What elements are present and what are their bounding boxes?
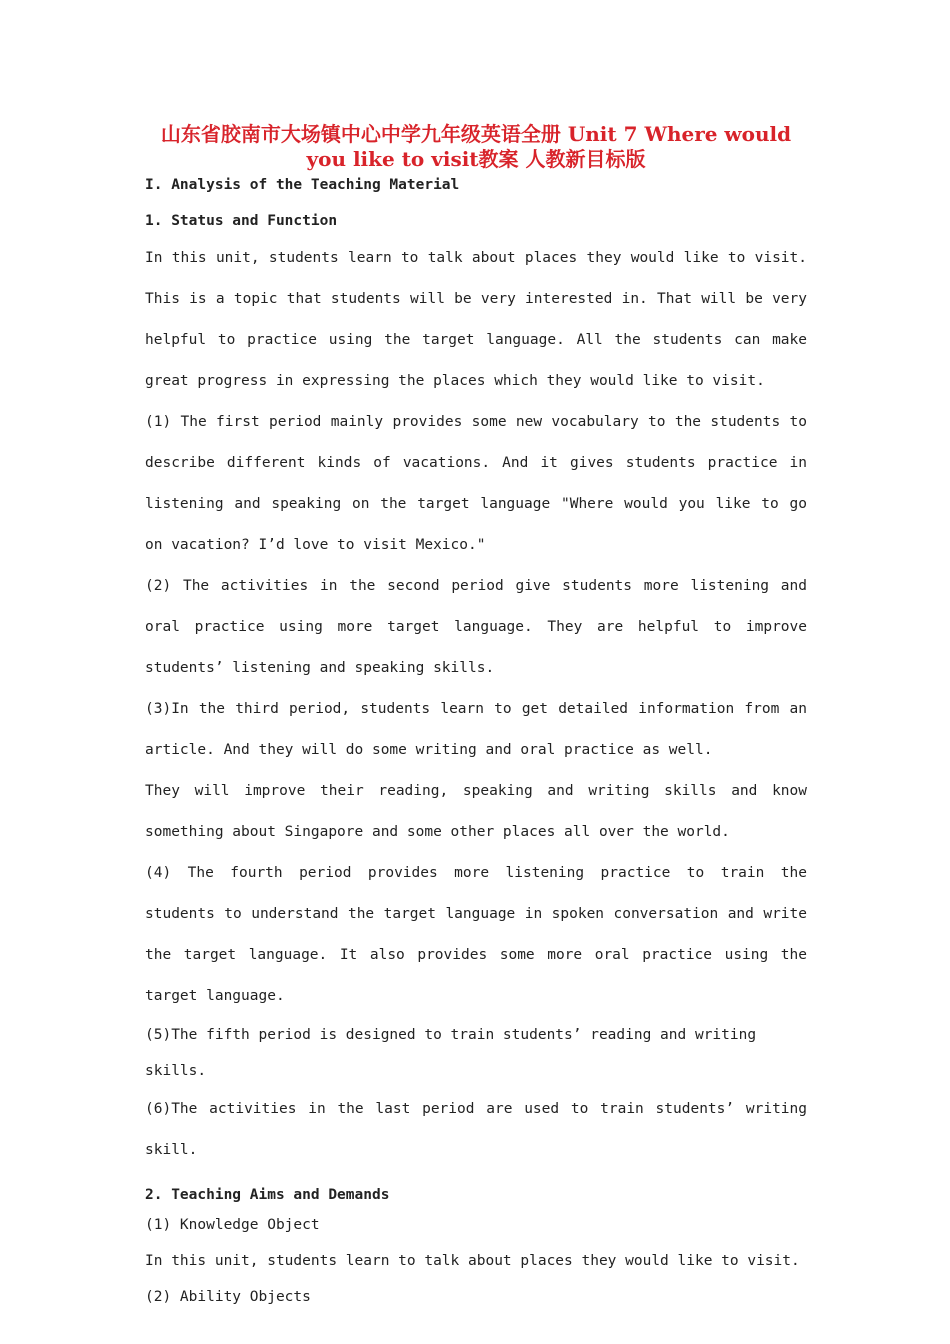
subsection-heading-status: 1. Status and Function xyxy=(145,213,338,229)
paragraph-period-5: (5)The fifth period is designed to train students’ reading and writing skills. xyxy=(145,1027,757,1079)
paragraph-period-4: (4) The fourth period provides more listening practice to train the students to understand the target language in spoken conversation and write the target language. It also provides some more oral practice using the target language. xyxy=(145,865,807,1004)
subsection-heading-aims: 2. Teaching Aims and Demands xyxy=(145,1187,390,1203)
section-heading-analysis: I. Analysis of the Teaching Material xyxy=(145,177,460,193)
paragraph-period-6: (6)The activities in the last period are used to train students’ writing skill. xyxy=(145,1101,807,1158)
paragraph-intro: In this unit, students learn to talk about places they would like to visit. This is a topic that students will be very interested in. That will be very helpful to practice using the target language. All the students can make great progress in expressing the places which they would like to visit. xyxy=(145,250,807,389)
knowledge-object-text: In this unit, students learn to talk about places they would like to visit. xyxy=(145,1253,800,1269)
paragraph-period-3: (3)In the third period, students learn to get detailed information from an article. And they will do some writing and oral practice as well. xyxy=(145,701,807,758)
knowledge-object-label: (1) Knowledge Object xyxy=(145,1217,320,1233)
paragraph-period-2: (2) The activities in the second period give students more listening and oral practice using more target language. They are helpful to improve students’ listening and speaking skills. xyxy=(145,578,807,676)
document-page xyxy=(145,122,807,1315)
document-title: 山东省胶南市大场镇中心中学九年级英语全册 Unit 7 Where would you like to visit教案 人教新目标版 xyxy=(160,122,792,171)
ability-objects-label: (2) Ability Objects xyxy=(145,1289,311,1305)
paragraph-period-1: (1) The first period mainly provides some new vocabulary to the students to describe different kinds of vacations. And it gives students practice in listening and speaking on the target language "Where would you like to go on vacation? I’d love to visit Mexico." xyxy=(145,414,807,553)
paragraph-period-3-continued: They will improve their reading, speaking and writing skills and know something about Singapore and some other places all over the world. xyxy=(145,783,807,840)
